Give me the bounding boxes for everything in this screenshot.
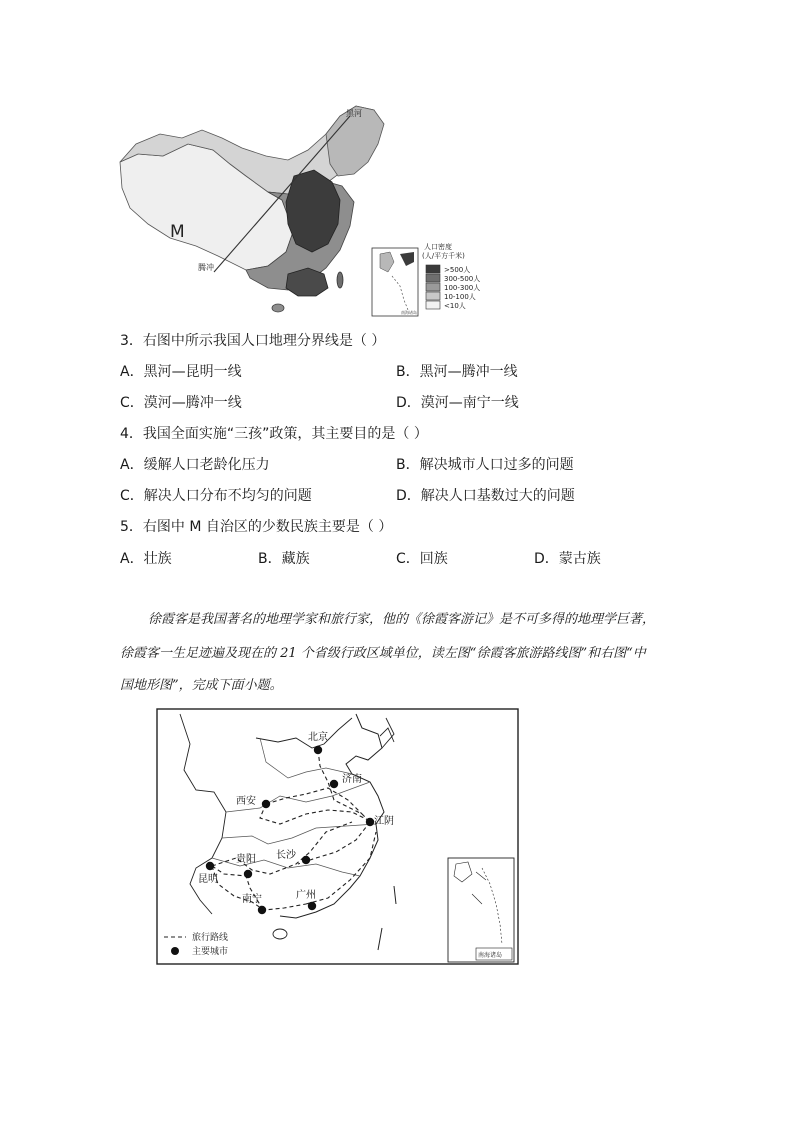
- xu-xiake-route-map: [156, 708, 520, 966]
- legend-swatch-5: [426, 301, 440, 309]
- city-dot-7: [206, 862, 214, 870]
- legend-title-2: (人/平方千米): [422, 252, 465, 260]
- passage-line-3: 国地形图”，完成下面小题。: [120, 678, 283, 693]
- question-4-option-c[interactable]: C．解决人口分布不均匀的问题: [120, 488, 312, 504]
- city-label-3: 西安: [236, 796, 256, 807]
- city-label-8: 南宁: [242, 894, 262, 905]
- legend-swatch-2: [426, 274, 440, 282]
- map1-inset-label: 南海诸岛: [401, 310, 417, 315]
- city-label-7: 昆明: [198, 874, 218, 885]
- city-dot-5: [244, 870, 252, 878]
- hainan-island: [272, 304, 284, 312]
- map1-inset: [372, 248, 418, 316]
- legend-route-label: 旅行路线: [192, 933, 229, 943]
- legend-city-dot: [171, 947, 179, 955]
- question-5-option-d[interactable]: D．蒙古族: [534, 551, 601, 567]
- city-dot-9: [308, 902, 316, 910]
- city-label-5: 贵阳: [236, 854, 256, 865]
- question-3-option-a[interactable]: A．黑河—昆明一线: [120, 364, 242, 380]
- map2-inset-label: 南海诸岛: [478, 952, 503, 959]
- legend-label-2: 300-500人: [444, 275, 481, 283]
- question-5-stem: 5．右图中 M 自治区的少数民族主要是（ ）: [120, 519, 393, 535]
- city-label-4: 江阴: [374, 816, 394, 827]
- legend-swatch-1: [426, 265, 440, 273]
- question-4-option-b[interactable]: B．解决城市人口过多的问题: [396, 457, 574, 473]
- city-label-2: 济南: [342, 774, 362, 785]
- city-dot-1: [314, 746, 322, 754]
- question-3-stem: 3．右图中所示我国人口地理分界线是（ ）: [120, 333, 386, 349]
- city-dot-3: [262, 800, 270, 808]
- label-tengchong: 腾冲: [198, 263, 214, 272]
- label-m: M: [170, 222, 185, 242]
- legend-label-1: >500人: [444, 266, 471, 274]
- question-5-option-c[interactable]: C．回族: [396, 551, 448, 567]
- legend-title-1: 人口密度: [424, 243, 452, 251]
- city-label-9: 广州: [296, 890, 316, 901]
- city-dot-4: [366, 818, 374, 826]
- question-5-option-a[interactable]: A．壮族: [120, 551, 172, 567]
- passage-line-1: 徐霞客是我国著名的地理学家和旅行家，他的《徐霞客游记》是不可多得的地理学巨著，: [148, 612, 656, 627]
- question-4-option-a[interactable]: A．缓解人口老龄化压力: [120, 457, 270, 473]
- question-3-option-d[interactable]: D．漠河—南宁一线: [396, 395, 519, 411]
- city-dot-8: [258, 906, 266, 914]
- city-label-6: 长沙: [276, 850, 296, 861]
- question-4-option-d[interactable]: D．解决人口基数过大的问题: [396, 488, 575, 504]
- map2-inset: [448, 858, 514, 962]
- question-3-option-c[interactable]: C．漠河—腾冲一线: [120, 395, 242, 411]
- legend-label-4: 10-100人: [444, 293, 476, 301]
- question-3-option-b[interactable]: B．黑河—腾冲一线: [396, 364, 518, 380]
- legend-label-3: 100-300人: [444, 284, 481, 292]
- legend-swatch-3: [426, 283, 440, 291]
- legend-label-5: <10人: [444, 302, 466, 310]
- label-heihe: 黑河: [346, 109, 362, 118]
- question-4-stem: 4．我国全面实施“三孩”政策，其主要目的是（ ）: [120, 426, 428, 442]
- density-legend: [422, 242, 480, 310]
- question-5-option-b[interactable]: B．藏族: [258, 551, 310, 567]
- passage-line-2: 徐霞客一生足迹遍及现在的 21 个省级行政区域单位，读左图“徐霞客旅游路线图”和右图“中: [120, 646, 646, 661]
- city-dot-2: [330, 780, 338, 788]
- taiwan-island: [337, 272, 343, 288]
- population-density-map: [118, 104, 481, 318]
- city-dot-6: [302, 856, 310, 864]
- legend-city-label: 主要城市: [192, 947, 229, 957]
- legend-swatch-4: [426, 292, 440, 300]
- city-label-1: 北京: [308, 732, 328, 743]
